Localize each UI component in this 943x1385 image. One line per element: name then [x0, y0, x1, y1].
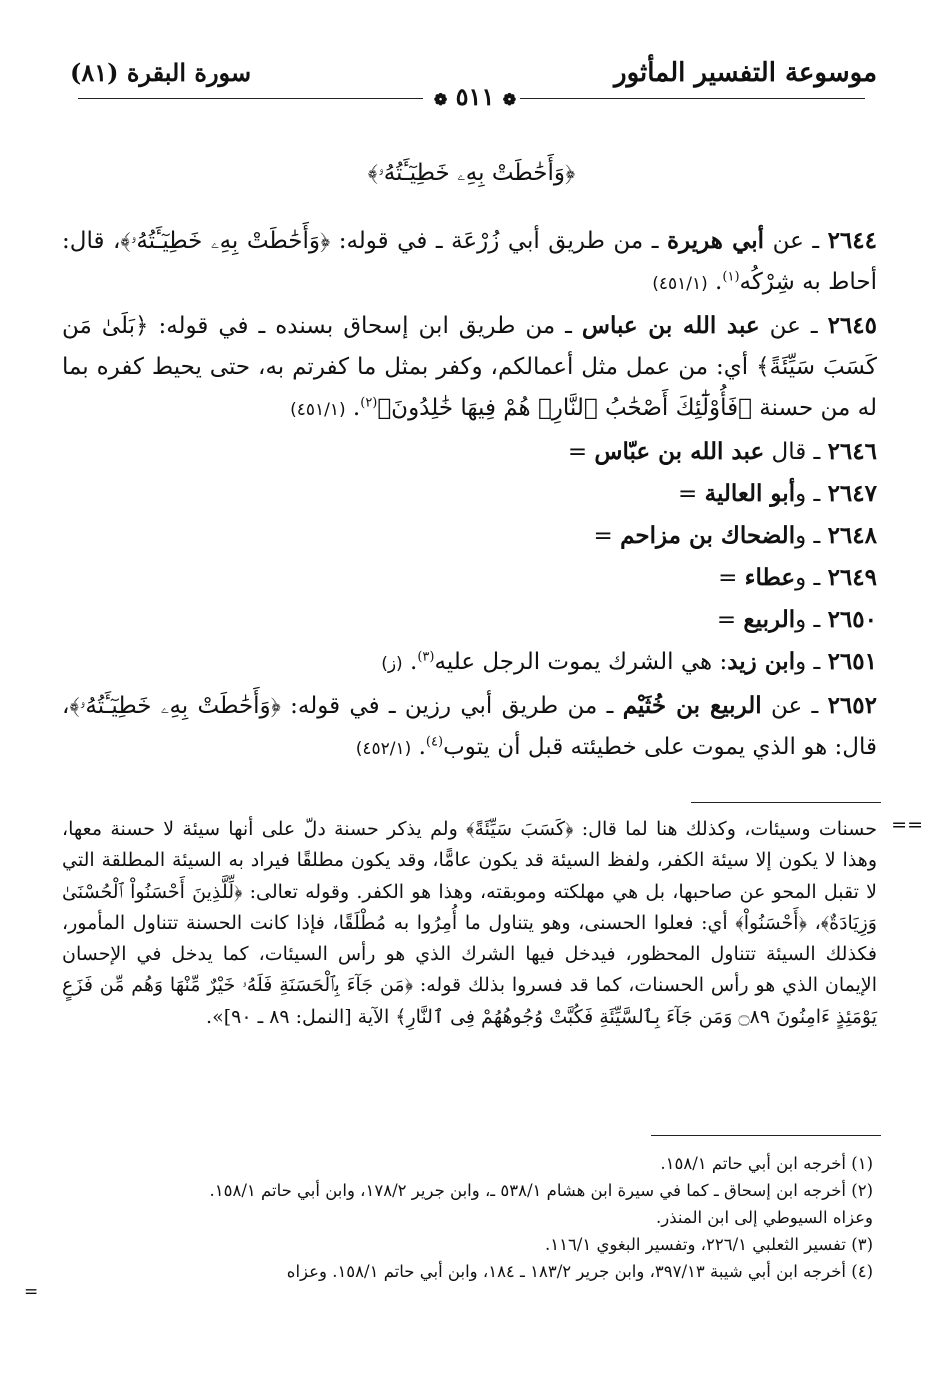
narrator-name: ابن زيد: [727, 648, 796, 675]
narration-entry: ٢٦٤٧ ـ وأبو العالية =: [678, 480, 877, 507]
header-rule-right: [78, 98, 423, 99]
narrator-name: أبي هريرة: [666, 227, 765, 254]
quran-quote: ﴿وَأَحَٰطَتْ بِهِۦ خَطِيٓـَٔتُهُۥ﴾: [120, 228, 331, 254]
footnote-separator: [651, 1135, 881, 1136]
footnote: (٢) أخرجه ابن إسحاق ـ كما في سيرة ابن هشام ٥٣٨/١ ـ، وابن جرير ١٧٨/٢، وابن أبي حاتم ١٥٨/١.: [209, 1181, 873, 1200]
footnote-ref[interactable]: (١): [722, 269, 740, 285]
narrator-name: الربيع: [743, 606, 796, 633]
source-ref: (ز): [381, 654, 403, 674]
narrator-name: عبد الله بن عباس: [581, 312, 760, 339]
narration-entry: ٢٦٤٦ ـ قال عبد الله بن عبّاس =: [567, 438, 877, 465]
narration-entry: ٢٦٤٥ ـ عن عبد الله بن عباس ـ من طريق ابن إسحاق بسنده ـ في قوله: ﴿بَلَىٰ مَن كَسَبَ سَيِّئَةً﴾ أي: من عمل مثل أعمالكم، وكفر بمثل ما كفرتم به، حتى يحيط كفره بما له من حسنة ﴿فَأُوْلَٰٓئِكَ أَصْحَٰبُ ٱلنَّارِۖ هُمْ فِيهَا خَٰلِدُونَ﴾$^{(٢)}$. (٤٥١/١): [62, 312, 877, 421]
ornament-icon: ❁: [433, 90, 448, 109]
commentary-separator: [691, 802, 881, 803]
footnote: (٤) أخرجه ابن أبي شيبة ٣٩٧/١٣، وابن جرير ١٨٣/٢ ـ ١٨٤، وابن أبي حاتم ١٥٨/١. وعزاه: [286, 1262, 873, 1281]
header-rule-left: [520, 98, 865, 99]
quran-quote: ﴿وَأَحَٰطَتْ بِهِۦ خَطِيٓـَٔتُهُۥ﴾: [69, 693, 281, 719]
continuation-mark: ==: [891, 814, 923, 836]
narration-entry: ٢٦٥٢ ـ عن الربيع بن خُثَيْم ـ من طريق أبي رزين ـ في قوله: ﴿وَأَحَٰطَتْ بِهِۦ خَطِيٓـَٔتُهُۥ﴾، قال: هو الذي يموت على خطيئته قبل أن يتوب$^{(٤)}$. (٤٥٢/١): [62, 692, 877, 760]
ornament-icon: ❁: [502, 90, 517, 109]
footnote-ref[interactable]: (٢): [360, 395, 378, 411]
source-ref: (٤٥١/١): [290, 400, 346, 420]
narrations: [62, 220, 877, 770]
quran-quote: ﴿فَأُوْلَٰٓئِكَ أَصْحَٰبُ ٱلنَّارِۖ هُمْ فِيهَا خَٰلِدُونَ﴾: [377, 395, 752, 421]
narration-entry: ٢٦٥٠ ـ والربيع =: [716, 606, 877, 633]
footnote-continuation-mark: =: [24, 1282, 39, 1302]
narrator-name: أبو العالية: [704, 480, 796, 507]
narrator-name: عبد الله بن عبّاس: [594, 438, 765, 465]
narrator-name: عطاء: [744, 564, 796, 591]
narration-entry: ٢٦٤٩ ـ وعطاء =: [718, 564, 877, 591]
quran-quote: ﴿بَلَىٰ مَن كَسَبَ سَيِّئَةً﴾: [62, 313, 877, 380]
narration-entry: ٢٦٥١ ـ وابن زيد: هي الشرك يموت الرجل عليه$^{(٣)}$. (ز): [381, 648, 877, 675]
footnote-ref[interactable]: (٣): [417, 649, 435, 665]
verse-heading: ﴿وَأَحَٰطَتْ بِهِۦ خَطِيٓـَٔتُهُۥ﴾: [367, 160, 576, 186]
narrator-name: الضحاك بن مزاحم: [620, 522, 796, 549]
commentary-continuation: [62, 814, 877, 1033]
footnotes: [62, 1150, 873, 1285]
page-number: [420, 82, 530, 111]
footnote: وعزاه السيوطي إلى ابن المنذر.: [656, 1208, 873, 1227]
series-title: موسوعة التفسير المأثور: [614, 58, 877, 88]
commentary-paragraph: حسنات وسيئات، وكذلك هنا لما قال: ﴿كَسَبَ سَيِّئَةً﴾ ولم يذكر حسنة دلّ على أنها سيئة لا حسنة معها، وهذا لا يكون إلا سيئة الكفر، ولفظ السيئة قد يكون عامًّا، وقد يكون مطلقًا فيراد به السيئة المطلقة التي لا تقبل المحو عن صاحبها، بل هي مهلكته وموبقته، وهذا هو الكفر. وقوله تعالى: ﴿لِّلَّذِينَ أَحْسَنُواْ ٱلْحُسْنَىٰ وَزِيَادَةٌ﴾، ﴿أَحْسَنُواْ﴾ أي: فعلوا الحسنى، وهو يتناول ما أُمِرُوا به مُطْلَقًا، فإذا كانت الحسنة تتناول المأمور، فكذلك السيئة تتناول المحظور، فيدخل فيها الشرك الذي هو رأس السيئات، كما يدخل في الإحسان الإيمان الذي هو رأس الحسنات، كما قد فسروا بذلك قوله: ﴿مَن جَآءَ بِٱلْحَسَنَةِ فَلَهُۥ خَيْرٌ مِّنْهَا وَهُم مِّن فَزَعٍ يَوْمَئِذٍ ءَامِنُونَ ۝٨٩ وَمَن جَآءَ بِٱلسَّيِّئَةِ فَكُبَّتْ وُجُوهُهُمْ فِى ٱلنَّارِ﴾ الآية [النمل: ٨٩ ـ ٩٠]».: [62, 818, 877, 1028]
footnote-ref[interactable]: (٤): [425, 734, 444, 750]
surah-title: سورة البقرة (٨١): [70, 58, 252, 87]
source-ref: (٤٥٢/١): [355, 739, 412, 759]
page-number-text: ٥١١: [455, 82, 495, 111]
narrator-name: الربيع بن خُثَيْم: [622, 692, 762, 719]
narration-entry: ٢٦٤٤ ـ عن أبي هريرة ـ من طريق أبي زُرْعَة ـ في قوله: ﴿وَأَحَٰطَتْ بِهِۦ خَطِيٓـَٔتُهُۥ﴾، قال: أحاط به شِرْكُه$^{(١)}$. (٤٥١/١): [62, 227, 877, 295]
narration-entry: ٢٦٤٨ ـ والضحاك بن مزاحم =: [593, 522, 877, 549]
footnote: (١) أخرجه ابن أبي حاتم ١٥٨/١.: [660, 1154, 873, 1173]
source-ref: (٤٥١/١): [652, 274, 708, 294]
footnote: (٣) تفسير الثعلبي ٢٢٦/١، وتفسير البغوي ١١٦/١.: [544, 1235, 873, 1254]
